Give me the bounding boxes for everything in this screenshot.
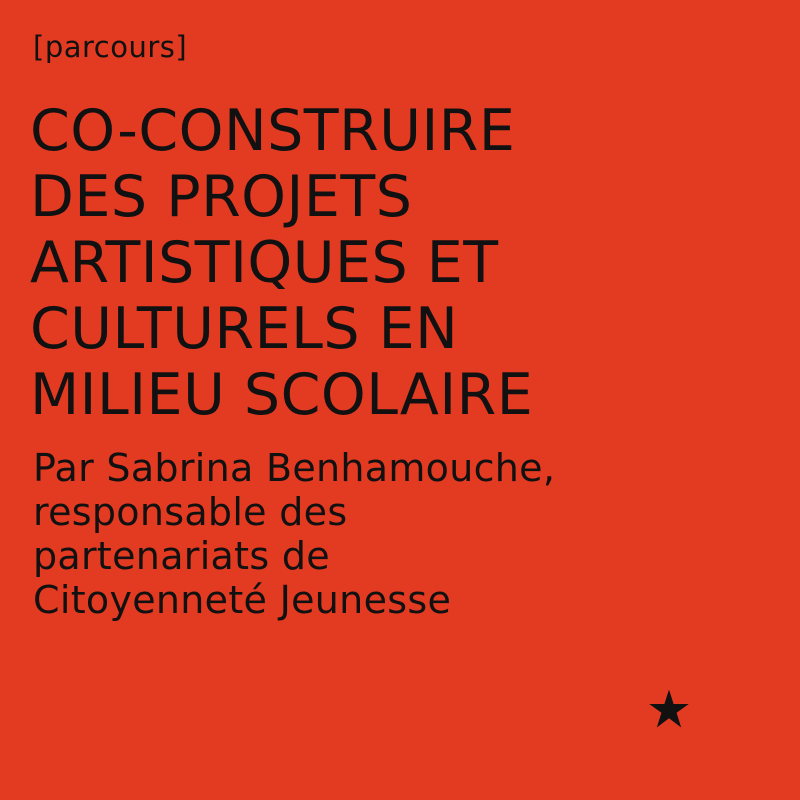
star-icon — [648, 688, 690, 730]
byline-line: Citoyenneté Jeunesse — [33, 578, 452, 622]
byline-line: responsable des — [33, 490, 348, 534]
title-line: CO-CONSTRUIRE — [30, 98, 516, 164]
byline-line: partenariats de — [33, 534, 330, 578]
title-line: MILIEU SCOLAIRE — [30, 362, 534, 428]
title-line: CULTURELS EN — [30, 296, 459, 362]
title-line: ARTISTIQUES ET — [30, 230, 499, 296]
title-line: DES PROJETS — [30, 164, 413, 230]
byline-line: Par Sabrina Benhamouche, — [33, 446, 556, 490]
category-tag: [parcours] — [33, 30, 188, 64]
byline — [33, 446, 793, 622]
poster-title — [30, 98, 790, 428]
